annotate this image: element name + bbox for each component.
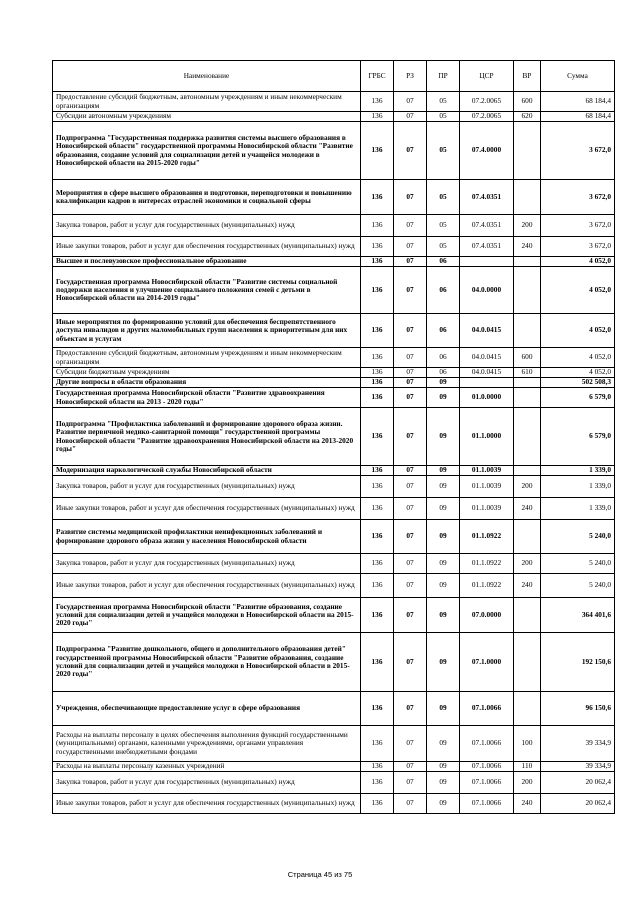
cell-name: Учреждения, обеспечивающие предоставление услуг в сфере образования bbox=[53, 692, 361, 726]
cell-csr: 07.1.0000 bbox=[460, 633, 514, 692]
cell-pr: 09 bbox=[427, 408, 460, 466]
header-pr: ПР bbox=[427, 61, 460, 92]
cell-vr bbox=[514, 378, 541, 388]
cell-grbs: 136 bbox=[361, 237, 394, 257]
cell-vr bbox=[514, 267, 541, 314]
cell-grbs: 136 bbox=[361, 378, 394, 388]
cell-sum: 364 401,6 bbox=[541, 598, 615, 633]
cell-vr bbox=[514, 180, 541, 215]
cell-vr: 110 bbox=[514, 762, 541, 772]
table-row bbox=[53, 554, 615, 574]
table-row bbox=[53, 408, 615, 466]
cell-name: Другие вопросы в области образования bbox=[53, 378, 361, 388]
table-row bbox=[53, 388, 615, 408]
cell-pr: 05 bbox=[427, 215, 460, 237]
cell-grbs: 136 bbox=[361, 215, 394, 237]
header-sum: Сумма bbox=[541, 61, 615, 92]
cell-sum: 3 672,0 bbox=[541, 122, 615, 180]
cell-name: Государственная программа Новосибирской области "Развитие системы социальной поддержки населения и улучшение социального положения семей с детьми в Новосибирской области на 2014-2019 годы" bbox=[53, 267, 361, 314]
cell-csr bbox=[460, 257, 514, 267]
cell-pr: 09 bbox=[427, 692, 460, 726]
cell-sum: 1 339,0 bbox=[541, 498, 615, 520]
cell-pr: 09 bbox=[427, 520, 460, 554]
cell-name: Подпрограмма "Профилактика заболеваний и формирование здорового образа жизни. Развитие первичной медико-санитарной помощи" государственной программы Новосибирской области "Развитие здравоохранения Новосибирской области на 2013-2020 годы" bbox=[53, 408, 361, 466]
cell-rz: 07 bbox=[394, 408, 427, 466]
cell-name: Мероприятия в сфере высшего образования и подготовки, переподготовки и повышению квалификации кадров в интересах отраслей экономики и социальной сферы bbox=[53, 180, 361, 215]
cell-sum: 502 508,3 bbox=[541, 378, 615, 388]
table-row bbox=[53, 772, 615, 794]
cell-grbs: 136 bbox=[361, 257, 394, 267]
cell-sum: 20 062,4 bbox=[541, 772, 615, 794]
cell-rz: 07 bbox=[394, 112, 427, 122]
cell-pr: 09 bbox=[427, 476, 460, 498]
cell-csr: 01.1.0039 bbox=[460, 476, 514, 498]
cell-csr: 01.1.0922 bbox=[460, 520, 514, 554]
cell-grbs: 136 bbox=[361, 520, 394, 554]
cell-sum: 4 052,0 bbox=[541, 368, 615, 378]
cell-pr: 05 bbox=[427, 122, 460, 180]
table-row bbox=[53, 215, 615, 237]
cell-name: Развитие системы медицинской профилактики неинфекционных заболеваний и формирование здорового образа жизни у населения Новосибирской области bbox=[53, 520, 361, 554]
cell-rz: 07 bbox=[394, 520, 427, 554]
cell-pr: 06 bbox=[427, 267, 460, 314]
table-row bbox=[53, 692, 615, 726]
table-row bbox=[53, 112, 615, 122]
cell-name: Субсидии бюджетным учреждениям bbox=[53, 368, 361, 378]
table-row bbox=[53, 598, 615, 633]
cell-grbs: 136 bbox=[361, 633, 394, 692]
cell-pr: 05 bbox=[427, 180, 460, 215]
cell-vr: 240 bbox=[514, 574, 541, 598]
table-row bbox=[53, 314, 615, 348]
cell-vr bbox=[514, 388, 541, 408]
cell-grbs: 136 bbox=[361, 598, 394, 633]
cell-csr: 07.2.0065 bbox=[460, 92, 514, 112]
cell-grbs: 136 bbox=[361, 314, 394, 348]
cell-pr: 06 bbox=[427, 314, 460, 348]
cell-pr: 09 bbox=[427, 772, 460, 794]
table-row bbox=[53, 180, 615, 215]
table-row bbox=[53, 574, 615, 598]
cell-name: Субсидии автономным учреждениям bbox=[53, 112, 361, 122]
table-row bbox=[53, 368, 615, 378]
cell-csr: 07.4.0000 bbox=[460, 122, 514, 180]
cell-rz: 07 bbox=[394, 554, 427, 574]
table-row bbox=[53, 498, 615, 520]
cell-vr: 600 bbox=[514, 92, 541, 112]
cell-pr: 05 bbox=[427, 112, 460, 122]
cell-rz: 07 bbox=[394, 762, 427, 772]
cell-sum: 5 240,0 bbox=[541, 574, 615, 598]
cell-vr: 620 bbox=[514, 112, 541, 122]
cell-csr: 07.2.0065 bbox=[460, 112, 514, 122]
cell-csr: 07.4.0351 bbox=[460, 215, 514, 237]
cell-name: Предоставление субсидий бюджетным, автономным учреждениям и иным некоммерческим организациям bbox=[53, 348, 361, 368]
table-header-row bbox=[53, 61, 615, 92]
table-row bbox=[53, 257, 615, 267]
cell-rz: 07 bbox=[394, 215, 427, 237]
cell-pr: 05 bbox=[427, 237, 460, 257]
cell-csr bbox=[460, 378, 514, 388]
cell-name: Государственная программа Новосибирской области "Развитие здравоохранения Новосибирской области на 2013 - 2020 годы" bbox=[53, 388, 361, 408]
cell-rz: 07 bbox=[394, 498, 427, 520]
cell-sum: 68 184,4 bbox=[541, 92, 615, 112]
cell-rz: 07 bbox=[394, 466, 427, 476]
cell-grbs: 136 bbox=[361, 762, 394, 772]
cell-vr bbox=[514, 633, 541, 692]
cell-grbs: 136 bbox=[361, 726, 394, 762]
cell-pr: 06 bbox=[427, 257, 460, 267]
cell-vr: 200 bbox=[514, 215, 541, 237]
cell-pr: 09 bbox=[427, 388, 460, 408]
table-row bbox=[53, 762, 615, 772]
cell-grbs: 136 bbox=[361, 368, 394, 378]
cell-grbs: 136 bbox=[361, 794, 394, 814]
cell-pr: 09 bbox=[427, 633, 460, 692]
cell-csr: 04.0.0000 bbox=[460, 267, 514, 314]
cell-sum: 5 240,0 bbox=[541, 554, 615, 574]
cell-pr: 09 bbox=[427, 794, 460, 814]
cell-name: Закупка товаров, работ и услуг для государственных (муниципальных) нужд bbox=[53, 554, 361, 574]
cell-name: Подпрограмма "Развитие дошкольного, общего и дополнительного образования детей" государственной программы Новосибирской области "Развитие образования, создание условий для социализации детей и учащейся молодежи в Новосибирской области в 2015-2020 годы" bbox=[53, 633, 361, 692]
cell-rz: 07 bbox=[394, 772, 427, 794]
cell-rz: 07 bbox=[394, 267, 427, 314]
cell-csr: 01.1.0039 bbox=[460, 498, 514, 520]
cell-vr: 100 bbox=[514, 726, 541, 762]
cell-vr bbox=[514, 314, 541, 348]
cell-rz: 07 bbox=[394, 574, 427, 598]
cell-vr bbox=[514, 520, 541, 554]
cell-pr: 09 bbox=[427, 574, 460, 598]
cell-csr: 01.1.0922 bbox=[460, 574, 514, 598]
table-row bbox=[53, 348, 615, 368]
cell-name: Закупка товаров, работ и услуг для государственных (муниципальных) нужд bbox=[53, 772, 361, 794]
cell-csr: 07.1.0066 bbox=[460, 772, 514, 794]
cell-pr: 09 bbox=[427, 378, 460, 388]
cell-grbs: 136 bbox=[361, 112, 394, 122]
cell-rz: 07 bbox=[394, 314, 427, 348]
cell-sum: 3 672,0 bbox=[541, 180, 615, 215]
cell-vr: 200 bbox=[514, 772, 541, 794]
header-rz: РЗ bbox=[394, 61, 427, 92]
cell-grbs: 136 bbox=[361, 180, 394, 215]
cell-rz: 07 bbox=[394, 476, 427, 498]
cell-pr: 06 bbox=[427, 368, 460, 378]
cell-pr: 05 bbox=[427, 92, 460, 112]
cell-name: Государственная программа Новосибирской области "Развитие образования, создание условий для социализации детей и учащейся молодежи в Новосибирской области на 2015-2020 годы" bbox=[53, 598, 361, 633]
cell-name: Иные закупки товаров, работ и услуг для обеспечения государственных (муниципальных) нужд bbox=[53, 574, 361, 598]
cell-sum: 39 334,9 bbox=[541, 762, 615, 772]
cell-rz: 07 bbox=[394, 122, 427, 180]
cell-csr: 01.1.0039 bbox=[460, 466, 514, 476]
cell-name: Расходы на выплаты персоналу в целях обеспечения выполнения функций государственными (муниципальными) органами, казенными учреждениями, органами управления государственными внебюджетными фондами bbox=[53, 726, 361, 762]
cell-name: Иные закупки товаров, работ и услуг для обеспечения государственных (муниципальных) нужд bbox=[53, 237, 361, 257]
cell-sum: 39 334,9 bbox=[541, 726, 615, 762]
cell-name: Расходы на выплаты персоналу казенных учреждений bbox=[53, 762, 361, 772]
cell-vr bbox=[514, 257, 541, 267]
cell-csr: 07.4.0351 bbox=[460, 237, 514, 257]
cell-rz: 07 bbox=[394, 237, 427, 257]
cell-csr: 04.0.0415 bbox=[460, 348, 514, 368]
cell-vr bbox=[514, 598, 541, 633]
table-row bbox=[53, 633, 615, 692]
cell-rz: 07 bbox=[394, 692, 427, 726]
header-name: Наименование bbox=[53, 61, 361, 92]
cell-csr: 07.1.0066 bbox=[460, 794, 514, 814]
cell-name: Закупка товаров, работ и услуг для государственных (муниципальных) нужд bbox=[53, 476, 361, 498]
cell-vr bbox=[514, 408, 541, 466]
table-row bbox=[53, 92, 615, 112]
table-row bbox=[53, 122, 615, 180]
table-row bbox=[53, 237, 615, 257]
cell-pr: 09 bbox=[427, 466, 460, 476]
cell-sum: 3 672,0 bbox=[541, 237, 615, 257]
cell-csr: 07.1.0066 bbox=[460, 692, 514, 726]
cell-sum: 4 052,0 bbox=[541, 267, 615, 314]
cell-csr: 07.1.0066 bbox=[460, 762, 514, 772]
cell-name: Иные закупки товаров, работ и услуг для обеспечения государственных (муниципальных) нужд bbox=[53, 498, 361, 520]
table-row bbox=[53, 520, 615, 554]
cell-name: Высшее и послевузовское профессиональное образование bbox=[53, 257, 361, 267]
cell-rz: 07 bbox=[394, 92, 427, 112]
cell-vr: 200 bbox=[514, 554, 541, 574]
cell-grbs: 136 bbox=[361, 476, 394, 498]
cell-rz: 07 bbox=[394, 180, 427, 215]
cell-pr: 09 bbox=[427, 726, 460, 762]
table-row bbox=[53, 378, 615, 388]
cell-vr bbox=[514, 122, 541, 180]
cell-sum: 6 579,0 bbox=[541, 408, 615, 466]
cell-csr: 01.1.0000 bbox=[460, 408, 514, 466]
cell-pr: 09 bbox=[427, 762, 460, 772]
cell-csr: 01.1.0922 bbox=[460, 554, 514, 574]
cell-grbs: 136 bbox=[361, 772, 394, 794]
cell-rz: 07 bbox=[394, 388, 427, 408]
cell-grbs: 136 bbox=[361, 554, 394, 574]
cell-vr: 240 bbox=[514, 794, 541, 814]
cell-vr: 610 bbox=[514, 368, 541, 378]
cell-rz: 07 bbox=[394, 633, 427, 692]
cell-sum: 4 052,0 bbox=[541, 348, 615, 368]
cell-pr: 09 bbox=[427, 554, 460, 574]
cell-vr: 200 bbox=[514, 476, 541, 498]
cell-sum: 1 339,0 bbox=[541, 476, 615, 498]
cell-sum: 20 062,4 bbox=[541, 794, 615, 814]
cell-pr: 06 bbox=[427, 348, 460, 368]
cell-vr: 600 bbox=[514, 348, 541, 368]
table-row bbox=[53, 794, 615, 814]
cell-grbs: 136 bbox=[361, 92, 394, 112]
cell-pr: 09 bbox=[427, 598, 460, 633]
table-row bbox=[53, 476, 615, 498]
budget-table bbox=[52, 60, 615, 814]
table-row bbox=[53, 466, 615, 476]
header-grbs: ГРБС bbox=[361, 61, 394, 92]
cell-csr: 07.4.0351 bbox=[460, 180, 514, 215]
cell-name: Закупка товаров, работ и услуг для государственных (муниципальных) нужд bbox=[53, 215, 361, 237]
cell-vr bbox=[514, 466, 541, 476]
cell-csr: 07.1.0066 bbox=[460, 726, 514, 762]
cell-grbs: 136 bbox=[361, 692, 394, 726]
cell-vr: 240 bbox=[514, 237, 541, 257]
cell-name: Иные мероприятия по формированию условий для обеспечения беспрепятственного доступа инвалидов и других маломобильных групп населения к приоритетным для них объектам и услугам bbox=[53, 314, 361, 348]
page-number: Страница 45 из 75 bbox=[287, 870, 353, 879]
cell-sum: 1 339,0 bbox=[541, 466, 615, 476]
cell-sum: 4 052,0 bbox=[541, 257, 615, 267]
cell-csr: 01.0.0000 bbox=[460, 388, 514, 408]
cell-sum: 5 240,0 bbox=[541, 520, 615, 554]
cell-grbs: 136 bbox=[361, 408, 394, 466]
cell-sum: 96 150,6 bbox=[541, 692, 615, 726]
cell-pr: 09 bbox=[427, 498, 460, 520]
table-row bbox=[53, 267, 615, 314]
cell-name: Иные закупки товаров, работ и услуг для обеспечения государственных (муниципальных) нужд bbox=[53, 794, 361, 814]
header-vr: ВР bbox=[514, 61, 541, 92]
cell-vr bbox=[514, 692, 541, 726]
cell-sum: 3 672,0 bbox=[541, 215, 615, 237]
cell-csr: 04.0.0415 bbox=[460, 314, 514, 348]
cell-grbs: 136 bbox=[361, 122, 394, 180]
cell-sum: 192 150,6 bbox=[541, 633, 615, 692]
cell-sum: 4 052,0 bbox=[541, 314, 615, 348]
table-body bbox=[53, 92, 615, 814]
cell-name: Модернизация наркологической службы Новосибирской области bbox=[53, 466, 361, 476]
cell-grbs: 136 bbox=[361, 348, 394, 368]
cell-rz: 07 bbox=[394, 598, 427, 633]
cell-grbs: 136 bbox=[361, 466, 394, 476]
cell-csr: 04.0.0415 bbox=[460, 368, 514, 378]
cell-sum: 6 579,0 bbox=[541, 388, 615, 408]
cell-vr: 240 bbox=[514, 498, 541, 520]
cell-name: Предоставление субсидий бюджетным, автономным учреждениям и иным некоммерческим организациям bbox=[53, 92, 361, 112]
cell-grbs: 136 bbox=[361, 498, 394, 520]
cell-sum: 68 184,4 bbox=[541, 112, 615, 122]
header-csr: ЦСР bbox=[460, 61, 514, 92]
table-row bbox=[53, 726, 615, 762]
cell-rz: 07 bbox=[394, 378, 427, 388]
cell-rz: 07 bbox=[394, 348, 427, 368]
cell-grbs: 136 bbox=[361, 388, 394, 408]
cell-rz: 07 bbox=[394, 726, 427, 762]
cell-csr: 07.0.0000 bbox=[460, 598, 514, 633]
cell-name: Подпрограмма "Государственная поддержка развития системы высшего образования в Новосибирской области" государственной программы Новосибирской области "Развитие образования, создание условий для социализации детей и учащейся молодежи в Новосибирской области на 2015-2020 годы" bbox=[53, 122, 361, 180]
cell-rz: 07 bbox=[394, 794, 427, 814]
cell-rz: 07 bbox=[394, 368, 427, 378]
cell-rz: 07 bbox=[394, 257, 427, 267]
cell-grbs: 136 bbox=[361, 267, 394, 314]
cell-grbs: 136 bbox=[361, 574, 394, 598]
